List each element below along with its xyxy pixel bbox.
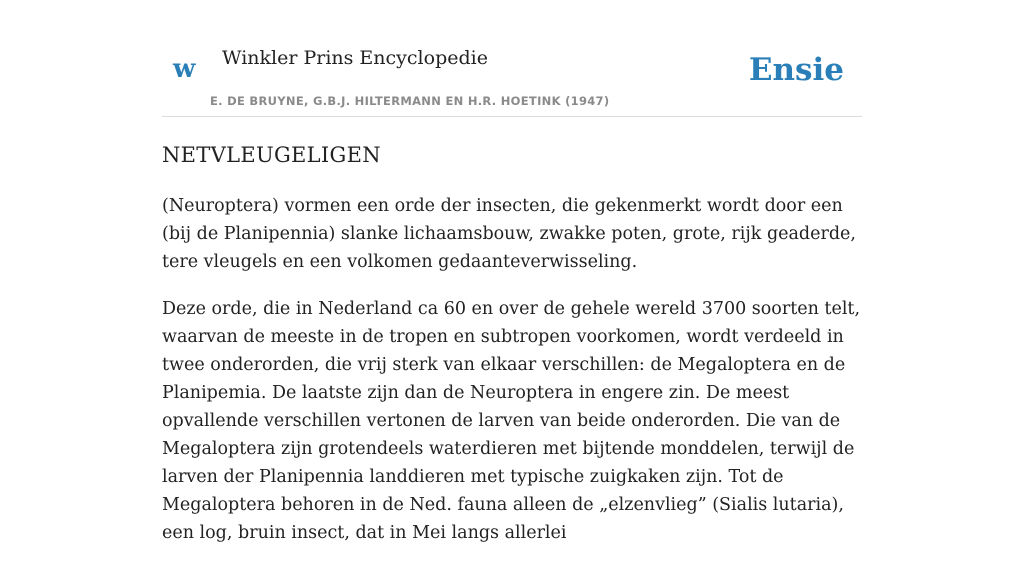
article-title: NETVLEUGELIGEN — [162, 143, 381, 167]
article-paragraph: (Neuroptera) vormen een orde der insecten, die gekenmerkt wordt door een (bij de Planipennia) slanke lichaamsbouw, zwakke poten, grote, rijk geaderde, tere vleugels en een volkomen gedaanteverwisseling. — [162, 196, 856, 272]
article-paragraph: Deze orde, die in Nederland ca 60 en over de gehele wereld 3700 soorten telt, waarvan de meeste in de tropen en subtropen voorkomen, wordt verdeeld in twee onderorden, die vrij sterk van elkaar verschillen: de Megaloptera en de Planipemia. De laatste zijn dan de Neuroptera in engere zin. De meest opvallende verschillen vertonen de larven van beide onderorden. Die van de Megaloptera zijn grotendeels waterdieren met bijtende monddelen, terwijl de larven der Planipennia landdieren met typische zuigkaken zijn. Tot de Megaloptera behoren in de Ned. fauna alleen de „elzenvlieg” (Sialis lutaria), een log, bruin insect, dat in Mei langs allerlei — [162, 299, 861, 543]
article-body — [162, 192, 862, 566]
brand-logo[interactable]: Ensie — [748, 52, 844, 88]
site-logo[interactable]: w — [173, 54, 196, 84]
site-header — [162, 0, 862, 117]
site-title[interactable]: Winkler Prins Encyclopedie — [222, 47, 488, 69]
source-authors: E. DE BRUYNE, G.B.J. HILTERMANN EN H.R. HOETINK (1947) — [210, 94, 610, 108]
page — [162, 0, 862, 543]
